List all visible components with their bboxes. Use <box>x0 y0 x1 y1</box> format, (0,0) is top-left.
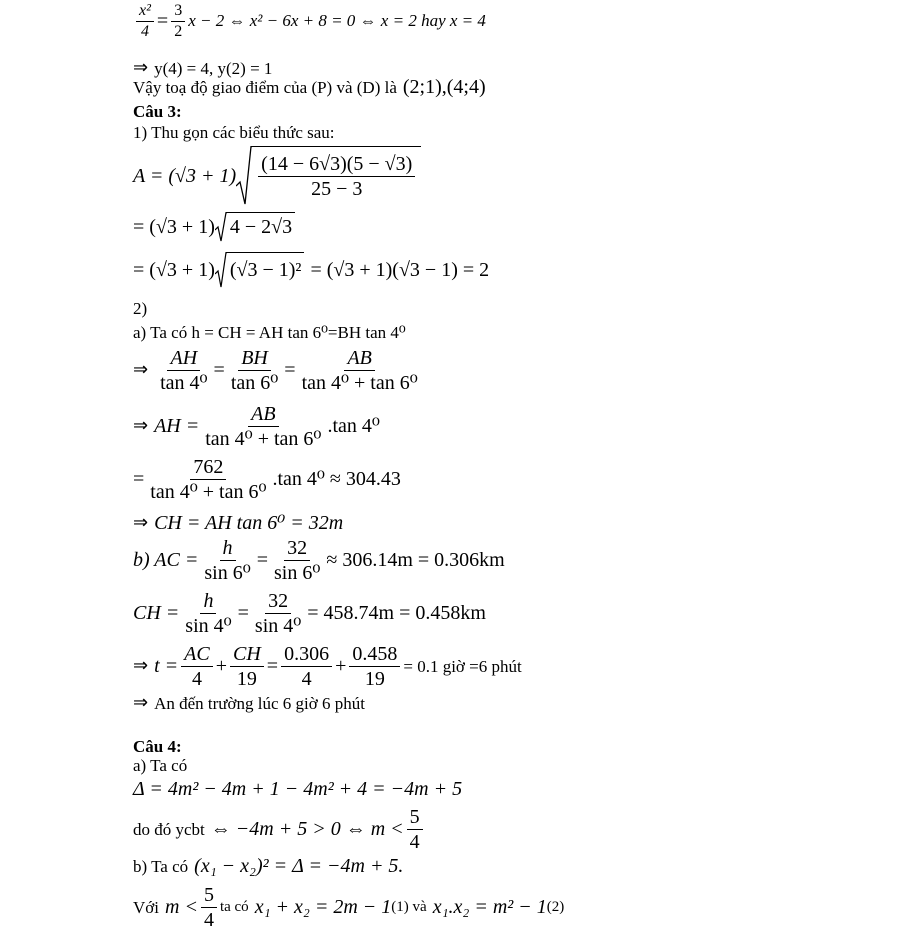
ah-formula: ⇒ AH = $\frac{AB}{\text{tan 4⁰ + tan 6⁰}}$ .tan 4⁰ <box>133 403 380 450</box>
question-4-heading: Câu 4: <box>133 737 182 756</box>
vieta-line: Với m < $\frac{5}{4}$ ta có x₁ + x₂ = 2m − 1 (1) và x₁.x₂ = m² − 1 (2) <box>133 884 565 931</box>
implies-arrow-icon: ⇒ <box>133 692 149 713</box>
ch-value: ⇒ CH = AH tan 6⁰ = 32m <box>133 512 344 534</box>
fraction: $\frac{\text{x²}}{4}$ <box>136 2 154 40</box>
implies-arrow-icon: ⇒ <box>133 512 149 534</box>
delta-line: Δ = 4m² − 4m + 1 − 4m² + 4 = −4m + 5 <box>133 778 463 800</box>
implies-arrow-icon: ⇒ <box>133 415 149 437</box>
part-2-heading: 2) <box>133 299 148 318</box>
ac-value: b) AC = $\frac{h}{\text{sin 6⁰}}$ = $\frac{32}{\text{sin 6⁰}}$ ≈ 306.14m = 0.306km <box>133 537 505 584</box>
ch-distance: CH = $\frac{h}{\text{sin 4⁰}}$ = $\frac{32}{\text{sin 4⁰}}$ = 458.74m = 0.458km <box>133 590 486 637</box>
expression-a-step-2: = (√3 + 1) 4 − 2√3 <box>133 212 295 242</box>
time-value: ⇒ t = $\frac{AC}{4}$ + $\frac{CH}{19}$ = $\frac{0.306}{4}$ + $\frac{0.458}{19}$ = 0.1 giờ =6 phút <box>133 643 522 690</box>
ah-value: = $\frac{762}{\text{tan 4⁰ + tan 6⁰}}$ .tan 4⁰ ≈ 304.43 <box>133 456 401 503</box>
result-line: ⇒ y(4) = 4, y(2) = 1 <box>133 57 273 78</box>
arrival-conclusion: ⇒ An đến trường lúc 6 giờ 6 phút <box>133 692 365 713</box>
ycbt-line: do đó ycbt ⇔ −4m + 5 > 0 ⇔ m < $\frac{5}{4}$ <box>133 806 426 853</box>
square-root: $\frac{(14 - 6√3)(5 - √3)}{25 - 3}$ <box>236 146 421 206</box>
part-2a-line: a) Ta có h = CH = AH tan 6⁰=BH tan 4⁰ <box>133 323 406 342</box>
implies-arrow-icon: ⇒ <box>133 57 149 78</box>
implies-arrow-icon: ⇒ <box>133 359 149 381</box>
conclusion-line: Vậy toạ độ giao điểm của (P) và (D) là (2;1),(4;4) <box>133 76 486 98</box>
square-root: 4 − 2√3 <box>215 212 295 242</box>
expression-a-step-3: = (√3 + 1) (√3 − 1)² = (√3 + 1)(√3 − 1) = 2 <box>133 252 489 288</box>
expression-a: A = (√3 + 1) $\frac{(14 - 6√3)(5 - √3)}{25 - 3}$ <box>133 146 421 206</box>
part-4b-line: b) Ta có (x₁ − x₂)² = Δ = −4m + 5. <box>133 855 404 877</box>
square-root: (√3 − 1)² <box>215 252 305 288</box>
fraction: $\frac{3}{2}$ <box>171 2 185 40</box>
equation-line-1: $\frac{\text{x²}}{4}$ = $\frac{3}{2}$ x − 2 ⇔ x² − 6x + 8 = 0 ⇔ x = 2 hay x = 4 <box>133 2 486 40</box>
implies-arrow-icon: ⇒ <box>133 655 149 677</box>
part-1-heading: 1) Thu gọn các biểu thức sau: <box>133 123 335 142</box>
part-4a-heading: a) Ta có <box>133 756 188 775</box>
question-3-heading: Câu 3: <box>133 102 182 121</box>
ratio-line: ⇒ $\frac{AH}{\text{tan 4⁰}}$ = $\frac{BH}{\text{tan 6⁰}}$ = $\frac{AB}{\text{tan 4⁰ + tan 6⁰}}$ <box>133 347 418 394</box>
